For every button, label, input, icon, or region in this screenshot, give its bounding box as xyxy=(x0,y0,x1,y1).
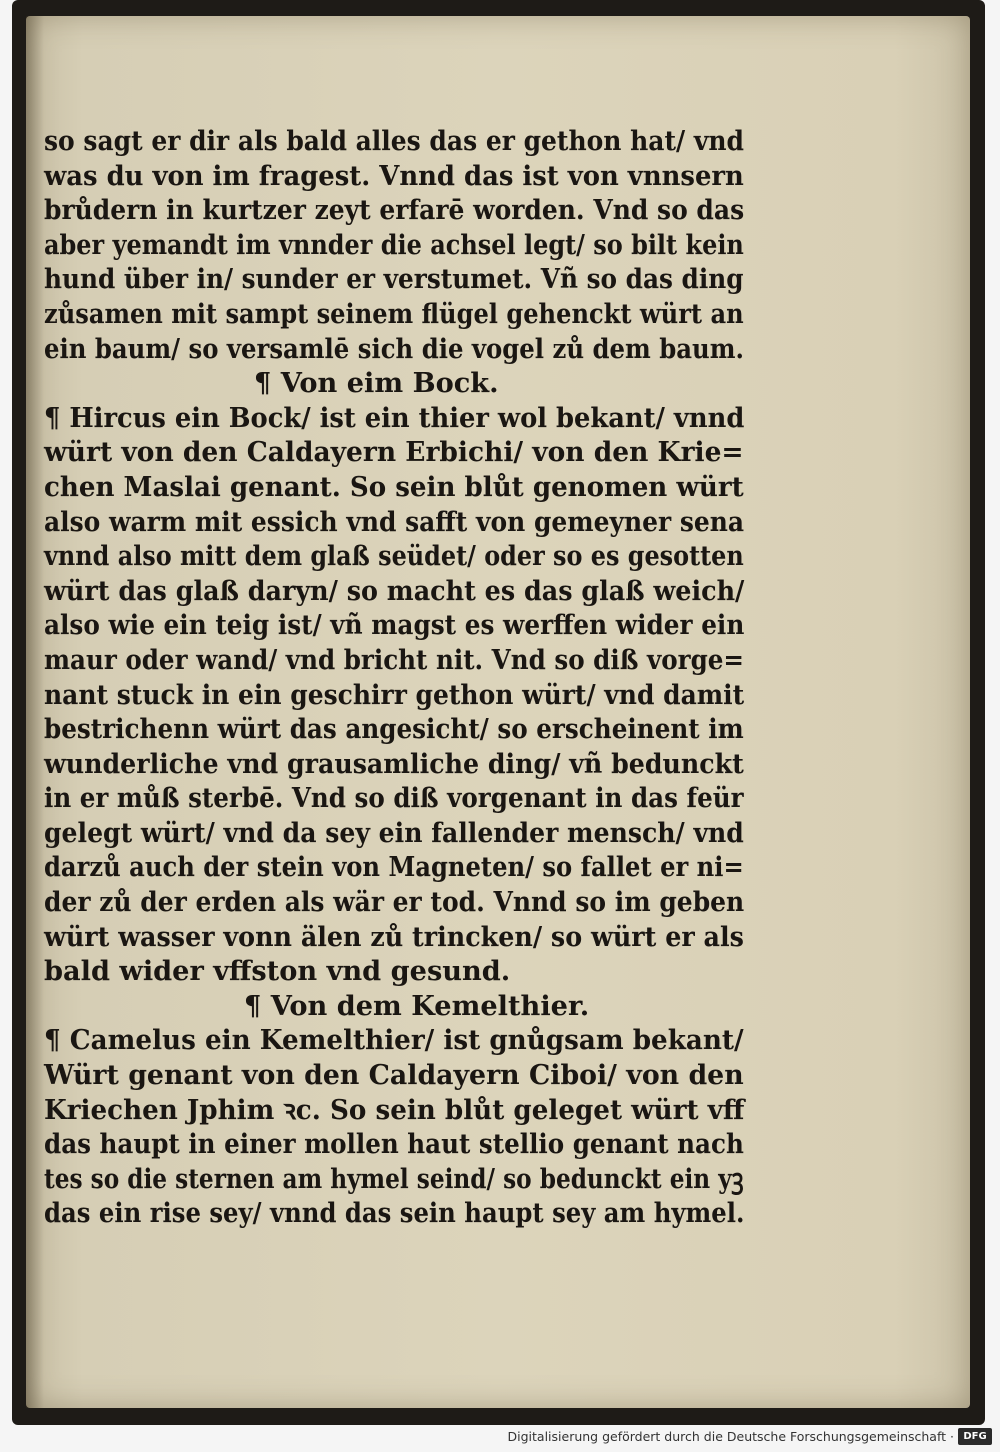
text-line: der zů der erden als wär er tod. Vnnd so im geben xyxy=(44,886,745,919)
text-line: zůsamen mit sampt seinem flügel gehenckt würt an xyxy=(44,297,744,330)
page-gutter xyxy=(26,16,44,1408)
text-line: ¶ Camelus ein Kemelthier/ ist gnůgsam bekant/ xyxy=(44,1024,744,1057)
section-heading-bock: ¶ Von eim Bock. xyxy=(254,367,499,400)
footer-credit: Digitalisierung gefördert durch die Deutsche Forschungsgemeinschaft · xyxy=(507,1429,954,1444)
text-line: maur oder wand/ vnd bricht nit. Vnd so diß vorge= xyxy=(44,643,745,676)
text-line: hund über in/ sunder er verstumet. Vñ so das ding xyxy=(44,263,744,296)
text-line: bald wider vffston vnd gesund. xyxy=(44,955,511,988)
page-text xyxy=(44,124,744,1231)
text-line: würt das glaß daryn/ so macht es das glaß weich/ xyxy=(44,574,745,607)
text-line: würt von den Caldayern Erbichi/ von den Krie= xyxy=(44,436,744,469)
text-line: bestrichenn würt das angesicht/ so erscheinent im xyxy=(44,713,744,746)
text-line: tes so die sternen am hymel seind/ so bedunckt ein yꝫ xyxy=(44,1162,744,1195)
text-line: gelegt würt/ vnd da sey ein fallender mensch/ vnd xyxy=(44,816,744,849)
dfg-logo-text: DFG xyxy=(963,1431,987,1442)
text-line: in er můß sterbē. Vnd so diß vorgenant in das feür xyxy=(44,782,744,815)
text-line: das ein rise sey/ vnnd das sein haupt sey am hymel. xyxy=(44,1197,745,1230)
text-line: brůdern in kurtzer zeyt erfarē worden. Vnd so das xyxy=(44,194,745,227)
text-line: vnnd also mitt dem glaß seüdet/ oder so es gesotten xyxy=(44,540,744,573)
text-line: darzů auch der stein von Magneten/ so fallet er ni= xyxy=(44,851,744,884)
text-line: wunderliche vnd grausamliche ding/ vñ bedunckt xyxy=(44,747,744,780)
section-heading-kemelthier: ¶ Von dem Kemelthier. xyxy=(244,989,590,1022)
text-line: Würt genant von den Caldayern Ciboi/ von den xyxy=(44,1059,744,1092)
text-line: ein baum/ so versamlē sich die vogel zů dem baum. xyxy=(44,332,744,365)
text-line: chen Maslai genant. So sein blůt genomen würt xyxy=(44,470,744,503)
text-line: was du von im fragest. Vnnd das ist von vnnsern xyxy=(44,159,744,192)
dfg-logo-icon xyxy=(958,1428,992,1445)
text-line: also warm mit essich vnd safft von gemeyner sena xyxy=(44,505,745,538)
text-line: also wie ein teig ist/ vñ magst es werffen wider ein xyxy=(44,609,745,642)
text-line: nant stuck in ein geschirr gethon würt/ vnd damit xyxy=(44,678,745,711)
text-line: das haupt in einer mollen haut stellio genant nach xyxy=(44,1128,744,1161)
text-line: so sagt er dir als bald alles das er gethon hat/ vnd xyxy=(44,125,744,157)
text-line: würt wasser vonn älen zů trincken/ so würt er als xyxy=(44,920,744,953)
text-line: ¶ Hircus ein Bock/ ist ein thier wol bekant/ vnnd xyxy=(44,401,745,434)
text-line: aber yemandt im vnnder die achsel legt/ so bilt kein xyxy=(44,228,744,261)
text-line: Kriechen Jphim ꝛc. So sein blůt geleget würt vff xyxy=(44,1093,745,1126)
